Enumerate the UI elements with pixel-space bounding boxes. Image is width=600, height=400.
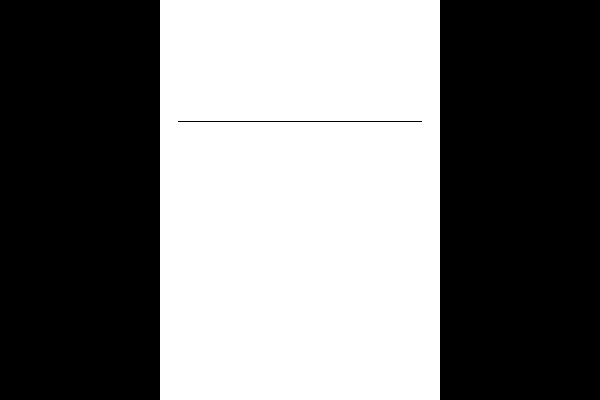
document-page	[160, 0, 440, 400]
header-divider	[178, 121, 422, 122]
